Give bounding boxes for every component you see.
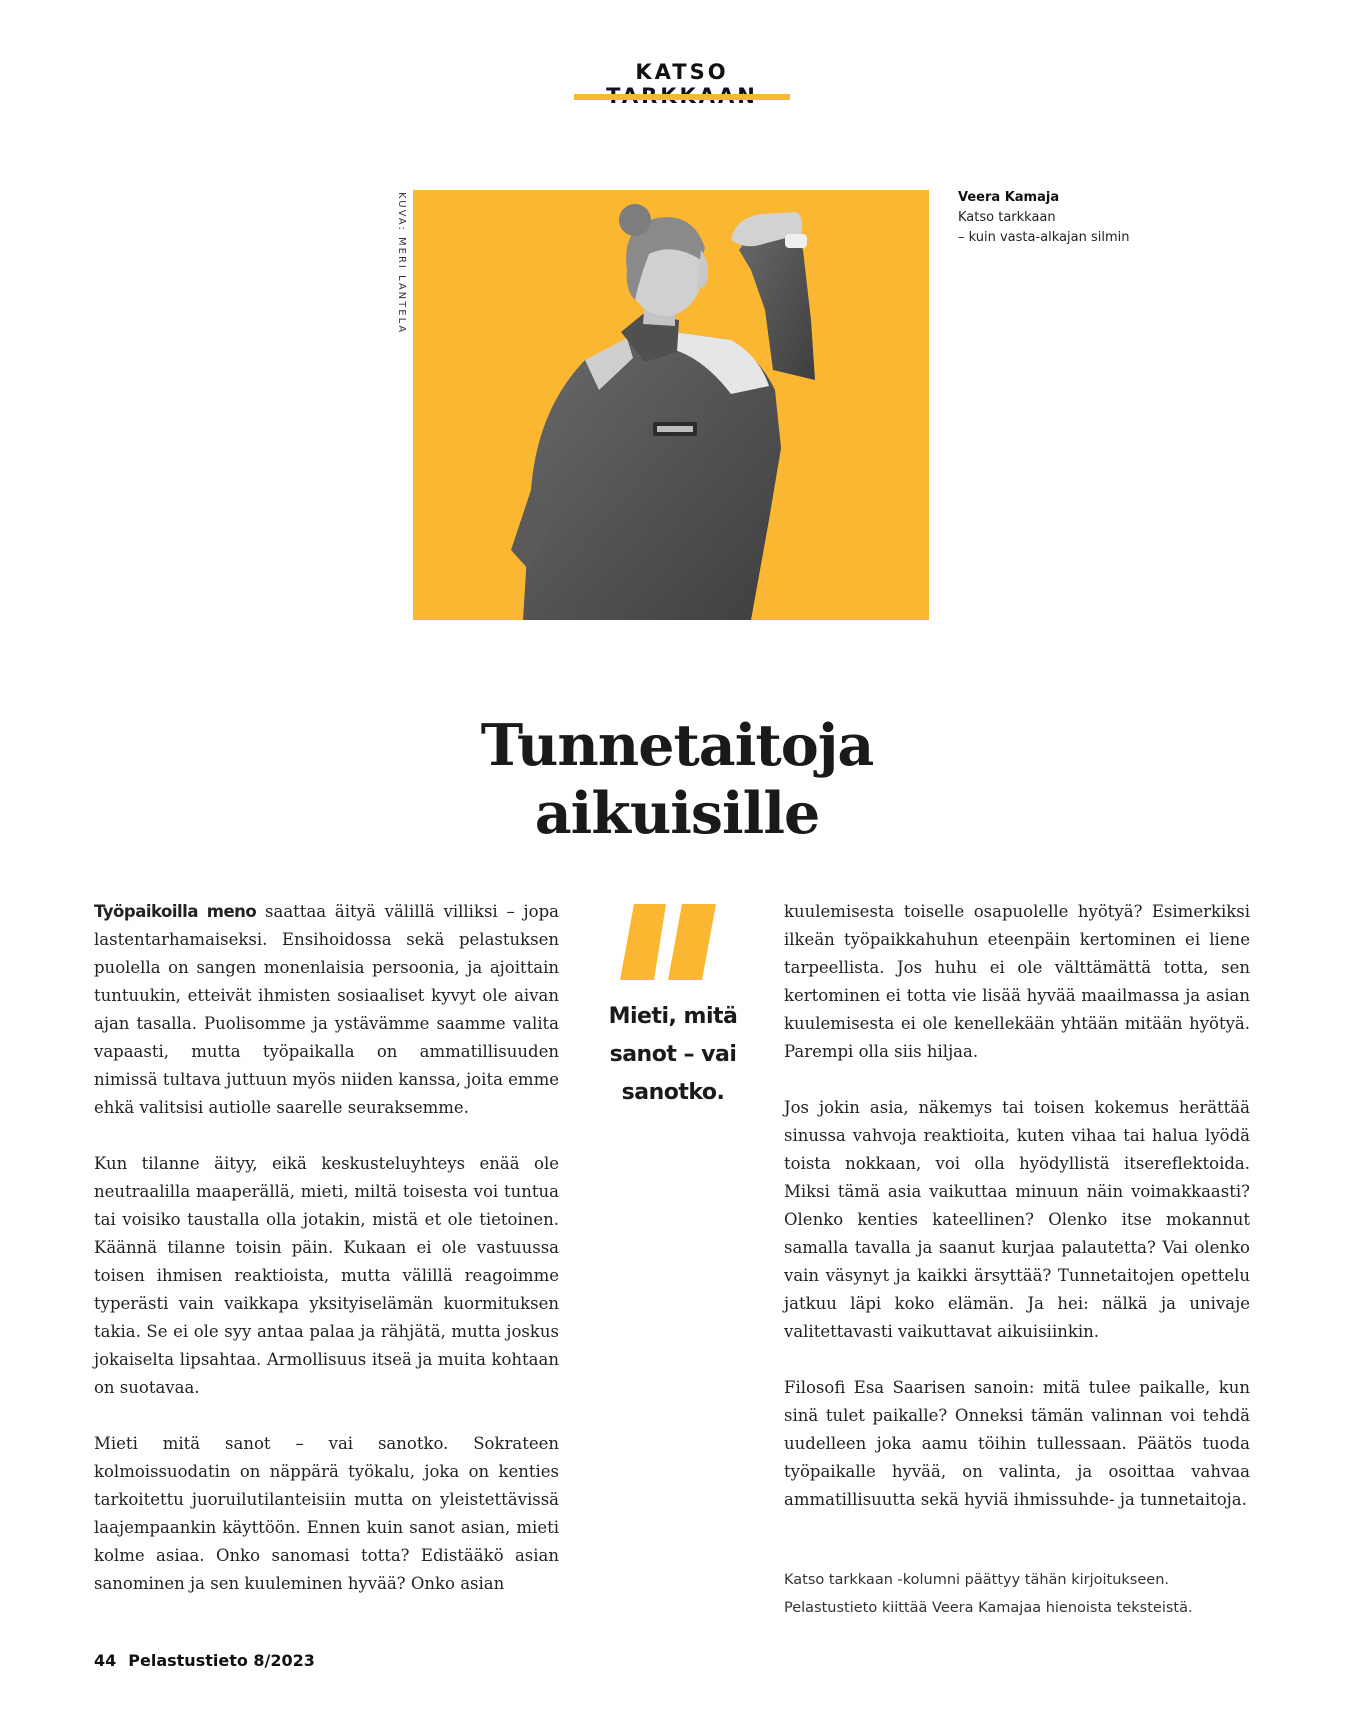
section-underline	[574, 94, 790, 100]
end-note-line-1: Katso tarkkaan -kolumni päättyy tähän kirjoitukseen.	[784, 1572, 1170, 1588]
end-note	[784, 1566, 1254, 1622]
lead-in: Työpaikoilla meno	[94, 902, 257, 921]
article-column-right	[784, 898, 1250, 1542]
section-label: KATSO	[635, 60, 729, 84]
portrait-photo	[413, 190, 929, 620]
article-paragraph: kuulemisesta toiselle osapuolelle hyötyä? Esimerkiksi ilkeän työpaikkahuhun eteenpäin kertominen ei liene tarpeellista. Jos huhu ei ole välttämättä totta, sen kertominen ei totta vie lisää hyvää maailmassa ja asian kuulemisesta ei ole kenellekään yhtään mitään hyötyä. Parempi olla siis hiljaa.	[784, 902, 1250, 1061]
quote-mark-icon	[620, 904, 726, 980]
paragraph-text: saattaa äityä välillä villiksi – jopa lastentarhamaiseksi. Ensihoidossa sekä pelastuksen puolella on sangen monenlaisia persoonia, ja ajoittain tuntuukin, etteivät ihmisten sosiaaliset kyvyt ole aivan ajan tasalla. Puolisomme ja ystävämme saamme valita vapaasti, mutta työpaikalla on ammatillisuuden nimissä tultava juttuun myös niiden kanssa, joita emme ehkä valitsisi autiolle saarelle seuraksemme.	[94, 902, 559, 1117]
publication-name: Pelastustieto 8/2023	[128, 1651, 315, 1670]
article-paragraph: Kun tilanne äityy, eikä keskusteluyhteys enää ole neutraalilla maaperällä, mieti, miltä toisesta voi tuntua tai voisiko taustalla olla jotakin, mistä et ole tietoinen. Käännä tilanne toisin päin. Kukaan ei ole vastuussa toisen ihmisen reaktioista, mutta välillä reagoimme typerästi vain vaikkapa yksityiselämän kuormituksen takia. Se ei ole syy antaa palaa ja rähjätä, mutta joskus jokaiselta lipsahtaa. Armollisuus itseä ja muita kohtaan on suotavaa.	[94, 1154, 559, 1397]
article-column-left	[94, 898, 559, 1626]
article-headline	[330, 712, 1024, 848]
headline-line-2: aikuisille	[534, 780, 820, 847]
pull-quote: Mieti, mitä sanot – vai sanotko.	[608, 1004, 738, 1105]
page-number: 44	[94, 1651, 117, 1670]
photo-credit: KUVA: MERI LANTELA	[396, 192, 407, 335]
article-paragraph: Filosofi Esa Saarisen sanoin: mitä tulee paikalle, kun sinä tulet paikalle? Onneksi tämän valinnan voi tehdä uudelleen joka aamu töihin tullessaan. Päätös tuoda työpaikalle hyvää, on valinta, ja osoittaa vahvaa ammatillisuutta sekä hyviä ihmissuhde- ja tunnetaitoja.	[784, 1378, 1250, 1509]
column-name: Katso tarkkaan	[958, 210, 1056, 225]
author-name: Veera Kamaja	[958, 190, 1060, 205]
photo-caption	[958, 188, 1218, 248]
headline-line-1: Tunnetaitoja	[480, 712, 874, 779]
end-note-line-2: Pelastustieto kiittää Veera Kamajaa hienoista teksteistä.	[784, 1600, 1193, 1616]
article-paragraph: Mieti mitä sanot – vai sanotko. Sokrateen kolmoissuodatin on näppärä työkalu, joka on kenties tarkoitettu juoruilutilanteisiin mutta on yleistettävissä laajempaankin käyttöön. Ennen kuin sanot asian, mieti kolme asiaa. Onko sanomasi totta? Edistääkö asian sanominen ja sen kuuleminen hyvää? Onko asian	[94, 1434, 559, 1593]
portrait-illustration	[413, 190, 929, 620]
article-paragraph	[94, 898, 559, 1122]
article-paragraph: Jos jokin asia, näkemys tai toisen kokemus herättää sinussa vahvoja reaktioita, kuten vihaa tai halua lyödä toista nokkaan, voi olla hyödyllistä itsereflektoida. Miksi tämä asia vaikuttaa minuun näin voimakkaasti? Olenko kenties kateellinen? Olenko itse mokannut samalla tavalla ja saanut kurjaa palautetta? Vai olenko vain väsynyt ja kaikki ärsyttää? Tunnetaitojen opettelu jatkuu läpi koko elämän. Ja hei: nälkä ja univaje valitettavasti vaikuttavat aikuisiinkin.	[784, 1098, 1250, 1341]
column-subtitle: – kuin vasta-alkajan silmin	[958, 230, 1130, 245]
page-footer	[94, 1651, 315, 1670]
